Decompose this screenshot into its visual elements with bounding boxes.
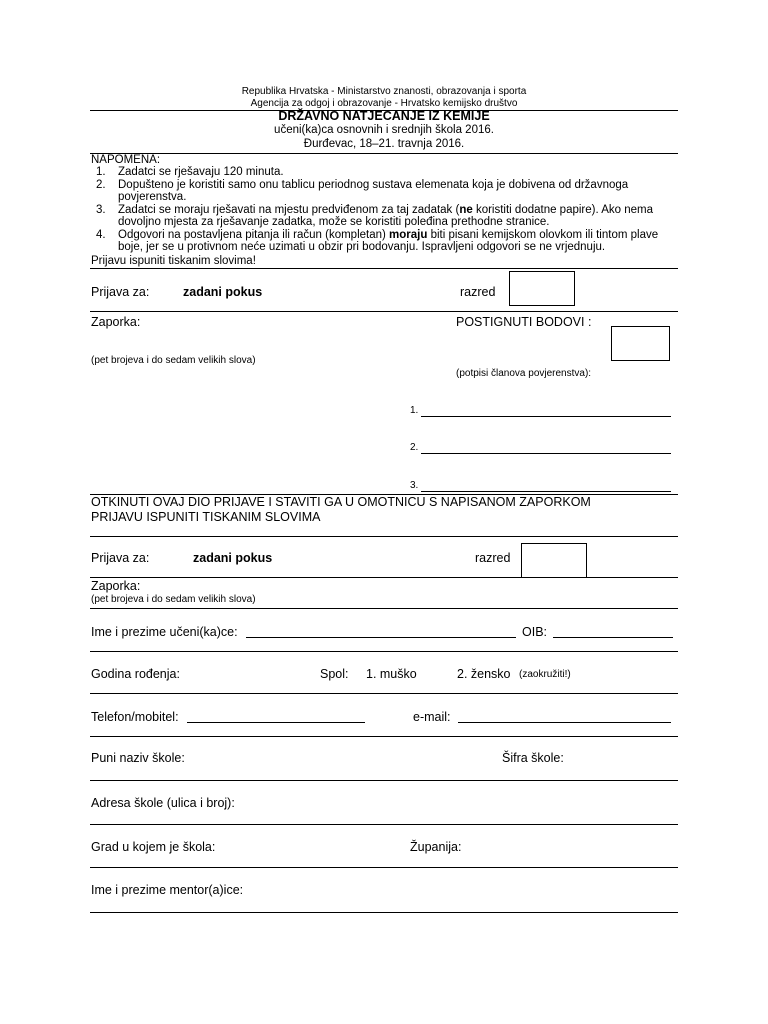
- zaporka-label: Zaporka:: [91, 579, 141, 593]
- zaporka-line[interactable]: [90, 608, 678, 609]
- divider: [90, 736, 678, 737]
- divider: [90, 577, 678, 578]
- note-item: [91, 179, 671, 204]
- spol-option-m[interactable]: 1. muško: [366, 667, 417, 681]
- potpisi-label: (potpisi članova povjerenstva):: [456, 368, 592, 379]
- divider: [90, 268, 678, 269]
- note-item: [91, 229, 671, 254]
- oib-input-line[interactable]: [553, 637, 673, 638]
- note-text: Odgovori na postavljena pitanja ili račun (kompletan): [118, 228, 390, 241]
- divider: [90, 693, 678, 694]
- header-ministry: Republika Hrvatska - Ministarstvo znanosti, obrazovanja i sporta: [241, 86, 527, 97]
- page-title: DRŽAVNO NATJECANJE IZ KEMIJE: [278, 109, 490, 123]
- mentor-label: Ime i prezime mentor(a)ice:: [91, 883, 244, 897]
- oib-label: OIB:: [522, 625, 548, 639]
- bodovi-label: POSTIGNUTI BODOVI :: [456, 315, 592, 329]
- notes-footer: Prijavu ispuniti tiskanim slovima!: [91, 255, 256, 267]
- bodovi-box[interactable]: [611, 326, 670, 361]
- note-text: koristiti dodatne papire). Ako nema dovoljno mjesta za rješavanje zadatka, može se koristiti poleđina prethodne stranice.: [118, 203, 654, 228]
- signature-line-2[interactable]: [421, 453, 671, 454]
- notes-heading: NAPOMENA:: [91, 154, 161, 166]
- adresa-label: Adresa škole (ulica i broj):: [91, 796, 235, 810]
- zupanija-label: Županija:: [410, 840, 462, 854]
- email-input-line[interactable]: [458, 722, 671, 723]
- email-label: e-mail:: [413, 710, 451, 724]
- telefon-input-line[interactable]: [187, 722, 365, 723]
- prijava-label: Prijava za:: [91, 285, 150, 299]
- spol-label: Spol:: [320, 667, 349, 681]
- notes-list: [91, 166, 671, 254]
- header-agency: Agencija za odgoj i obrazovanje - Hrvatsko kemijsko društvo: [250, 98, 518, 109]
- grad-label: Grad u kojem je škola:: [91, 840, 216, 854]
- note-number: 4.: [96, 228, 106, 241]
- telefon-label: Telefon/mobitel:: [91, 710, 179, 724]
- razred-box[interactable]: [509, 271, 575, 306]
- signature-line-3[interactable]: [421, 491, 671, 492]
- note-text: Dopušteno je koristiti samo onu tablicu periodnog sustava elemenata koja je dobivena od državnoga povjerenstva.: [118, 178, 629, 203]
- razred-label: razred: [460, 285, 496, 299]
- note-text: Zadatci se moraju rješavati na mjestu predviđenom za taj zadatak (: [118, 203, 460, 216]
- divider: [90, 153, 678, 154]
- divider: [90, 912, 678, 913]
- zaporka-hint: (pet brojeva i do sedam velikih slova): [91, 594, 256, 605]
- cut-instruction-2: PRIJAVU ISPUNITI TISKANIM SLOVIMA: [91, 510, 321, 524]
- prijava-label: Prijava za:: [91, 551, 150, 565]
- sifra-label: Šifra škole:: [502, 751, 564, 765]
- divider: [90, 824, 678, 825]
- note-emphasis: ne: [459, 203, 473, 216]
- razred-box[interactable]: [521, 543, 587, 578]
- zaporka-label: Zaporka:: [91, 315, 141, 329]
- divider: [90, 867, 678, 868]
- spol-option-z[interactable]: 2. žensko: [457, 667, 511, 681]
- note-number: 2.: [96, 178, 106, 191]
- note-number: 3.: [96, 203, 106, 216]
- note-text: biti pisani kemijskom olovkom ili tintom plave boje, jer se u protivnom neće uzimati u obzir pri bodovanju. Ispravljeni odgovori se ne vrjednuju.: [118, 228, 659, 253]
- signature-number: 3.: [410, 480, 419, 491]
- ime-label: Ime i prezime učeni(ka)ce:: [91, 625, 238, 639]
- skola-label: Puni naziv škole:: [91, 751, 185, 765]
- zaokruziti-hint: (zaokružiti!): [519, 669, 571, 680]
- cut-instruction: OTKINUTI OVAJ DIO PRIJAVE I STAVITI GA U OMOTNICU S NAPISANOM ZAPORKOM: [91, 495, 591, 509]
- ime-input-line[interactable]: [246, 637, 516, 638]
- zaporka-hint: (pet brojeva i do sedam velikih slova): [91, 355, 256, 366]
- page-subtitle: učeni(ka)ca osnovnih i srednjih škola 2016.: [274, 124, 494, 136]
- signature-number: 1.: [410, 405, 419, 416]
- divider: [90, 311, 678, 312]
- divider: [90, 780, 678, 781]
- note-emphasis: moraju: [389, 228, 428, 241]
- signature-line-1[interactable]: [421, 416, 671, 417]
- note-text: Zadatci se rješavaju 120 minuta.: [118, 166, 284, 178]
- prijava-value: zadani pokus: [183, 285, 263, 299]
- note-number: 1.: [96, 166, 106, 178]
- note-item: [91, 166, 671, 179]
- note-item: [91, 204, 671, 229]
- razred-label: razred: [475, 551, 511, 565]
- signature-number: 2.: [410, 442, 419, 453]
- godina-label: Godina rođenja:: [91, 667, 180, 681]
- prijava-value: zadani pokus: [193, 551, 273, 565]
- divider: [90, 651, 678, 652]
- divider: [90, 536, 678, 537]
- place-date: Đurđevac, 18–21. travnja 2016.: [303, 138, 465, 150]
